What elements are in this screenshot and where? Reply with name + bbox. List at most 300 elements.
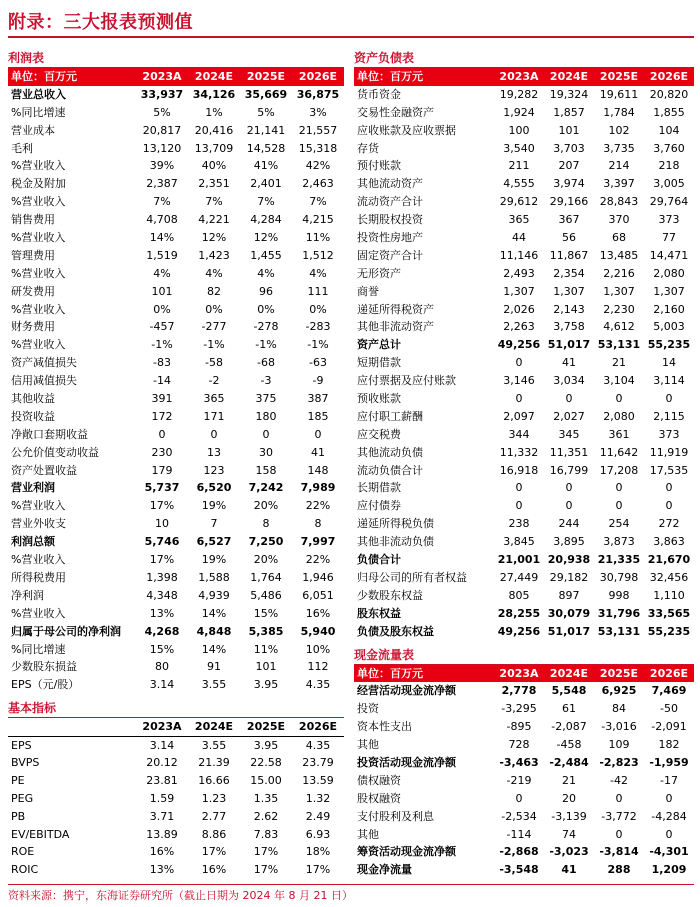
row-label: 归母公司的所有者权益	[357, 570, 467, 584]
row-value: 55,235	[647, 338, 691, 352]
table-row	[354, 700, 694, 718]
table-row	[354, 408, 694, 426]
row-value: 0	[665, 481, 673, 495]
row-label: 资产减值损失	[11, 356, 77, 370]
row-label: 其他流动负债	[357, 445, 423, 459]
row-value: -2,868	[499, 845, 539, 859]
table-row	[354, 569, 694, 587]
row-value: 1,857	[553, 105, 585, 119]
row-value: 23.79	[302, 755, 334, 769]
table-header-row	[8, 718, 344, 736]
table-row	[8, 736, 344, 754]
row-label: 股权融资	[357, 791, 401, 805]
row-value: 0%	[257, 302, 275, 316]
row-value: 244	[558, 517, 580, 531]
table-row	[354, 736, 694, 754]
header-cell: 2025E	[599, 666, 639, 680]
row-label: %同比增速	[11, 642, 66, 656]
row-value: 20,817	[142, 123, 182, 137]
row-value: 28,843	[599, 195, 639, 209]
header-cell: 2024E	[194, 70, 234, 83]
row-value: -63	[309, 356, 327, 370]
table-row	[354, 479, 694, 497]
table-row	[354, 533, 694, 551]
row-value: -1,959	[649, 755, 689, 769]
row-label: 信用减值损失	[11, 374, 77, 388]
row-value: 1,423	[198, 248, 230, 262]
row-label: 营业总收入	[11, 87, 66, 101]
header-cell: 2023A	[499, 70, 539, 83]
header-cell: 2025E	[599, 70, 639, 83]
row-label: 其他收益	[11, 392, 55, 406]
row-value: 96	[259, 284, 273, 298]
row-label: 短期借款	[357, 356, 401, 370]
row-label: 筹资活动现金流净额	[357, 845, 456, 859]
row-value: -3,139	[551, 809, 587, 823]
row-label: 研发费用	[11, 284, 55, 298]
row-label: %营业收入	[11, 338, 66, 352]
row-value: 13%	[149, 863, 175, 877]
table-row	[8, 462, 344, 480]
header-cell: 2023A	[499, 666, 539, 680]
table-row	[8, 843, 344, 861]
table-row	[354, 301, 694, 319]
row-label: 所得税费用	[11, 570, 66, 584]
row-value: 387	[307, 392, 329, 406]
table-row	[8, 623, 344, 641]
row-value: 1%	[205, 105, 223, 119]
row-value: 8	[314, 517, 322, 531]
row-label: 其他流动资产	[357, 177, 423, 191]
row-value: -2,823	[599, 755, 639, 769]
row-label: 应交税费	[357, 427, 401, 441]
table-row	[354, 354, 694, 372]
row-value: 36,875	[296, 87, 340, 101]
row-value: 29,166	[549, 195, 589, 209]
row-value: 15%	[253, 606, 279, 620]
row-label: 少数股东损益	[11, 660, 77, 674]
row-label: 其他非流动资产	[357, 320, 434, 334]
row-value: 0	[665, 499, 673, 513]
row-label: 现金净流量	[357, 863, 412, 877]
row-value: 0	[615, 827, 623, 841]
row-value: 2.62	[253, 809, 279, 823]
row-value: 6,051	[302, 588, 334, 602]
row-value: 101	[255, 660, 277, 674]
row-label: 营业外收支	[11, 517, 66, 531]
row-value: 111	[307, 284, 329, 298]
row-value: 10	[155, 517, 169, 531]
row-label: %营业收入	[11, 606, 66, 620]
table-row	[354, 444, 694, 462]
row-value: 3.95	[253, 739, 279, 753]
table-row	[8, 808, 344, 826]
row-value: 12%	[253, 231, 279, 245]
row-value: 1,519	[146, 248, 178, 262]
cashflow-statement-table	[354, 665, 694, 880]
row-label: 交易性金融资产	[357, 105, 434, 119]
row-value: 41	[311, 445, 325, 459]
row-value: 148	[307, 463, 329, 477]
row-value: 101	[151, 284, 173, 298]
row-value: 7,250	[248, 535, 284, 549]
table-row	[354, 247, 694, 265]
table-row	[8, 86, 344, 104]
row-value: 1,924	[503, 105, 535, 119]
row-value: 44	[512, 231, 526, 245]
row-label: 资本性支出	[357, 720, 412, 734]
table-header-row	[354, 665, 694, 683]
row-value: 6.93	[305, 827, 331, 841]
row-value: 102	[608, 123, 630, 137]
row-value: 27,449	[499, 570, 539, 584]
row-value: 1.59	[149, 791, 175, 805]
row-value: 2,401	[250, 177, 282, 191]
row-value: 23.81	[146, 773, 178, 787]
row-value: 158	[255, 463, 277, 477]
table-row	[8, 193, 344, 211]
table-row	[8, 444, 344, 462]
row-value: 3.14	[149, 678, 175, 692]
row-value: -3,814	[599, 845, 639, 859]
cashflow-statement-title: 现金流量表	[354, 647, 415, 662]
row-value: 4,284	[250, 213, 282, 227]
row-value: 19%	[201, 499, 227, 513]
row-label: 负债合计	[357, 553, 401, 567]
row-value: 0	[665, 392, 673, 406]
table-row	[354, 772, 694, 790]
row-value: 11%	[305, 231, 331, 245]
row-value: 182	[658, 738, 680, 752]
row-value: 11,351	[549, 445, 589, 459]
row-value: 5%	[257, 105, 275, 119]
row-label: 递延所得税资产	[357, 302, 434, 316]
row-value: 34,126	[192, 87, 236, 101]
row-value: 3.71	[149, 809, 175, 823]
row-value: -14	[153, 374, 171, 388]
row-label: EV/EBITDA	[11, 827, 70, 841]
row-label: 税金及附加	[11, 177, 66, 191]
row-value: 15.00	[250, 773, 282, 787]
row-value: 4,268	[144, 624, 180, 638]
source-note: 资料来源：携宁，东海证券研究所（截止日期为 2024 年 8 月 21 日）	[8, 889, 353, 902]
row-value: -17	[660, 773, 678, 787]
table-row	[354, 426, 694, 444]
row-value: 2,354	[553, 266, 585, 280]
header-cell: 2026E	[649, 666, 689, 680]
row-value: 6,520	[196, 481, 232, 495]
row-value: 5,385	[248, 624, 284, 638]
row-label: 流动负债合计	[357, 463, 423, 477]
table-row	[8, 140, 344, 158]
row-label: 流动资产合计	[357, 195, 423, 209]
table-row	[8, 826, 344, 844]
right-column	[354, 50, 694, 879]
row-value: 3.55	[201, 739, 227, 753]
row-value: 3.95	[253, 678, 279, 692]
row-label: 资产总计	[357, 338, 401, 352]
row-value: 84	[612, 702, 626, 716]
row-value: 4,348	[146, 588, 178, 602]
row-value: 5,486	[250, 588, 282, 602]
row-value: 3,863	[653, 535, 685, 549]
row-value: -895	[506, 720, 532, 734]
row-value: 2,463	[302, 177, 334, 191]
row-value: -9	[312, 374, 324, 388]
header-cell	[8, 718, 136, 736]
row-value: 51,017	[547, 624, 591, 638]
row-value: 1,855	[653, 105, 685, 119]
row-label: 投资活动现金流净额	[357, 755, 456, 769]
row-value: 1,209	[651, 863, 687, 877]
basic-metrics-table	[8, 718, 344, 879]
row-value: 41%	[253, 159, 279, 173]
table-row	[354, 211, 694, 229]
table-row	[354, 808, 694, 826]
row-value: 3,760	[653, 141, 685, 155]
row-value: 0	[515, 392, 523, 406]
row-label: 净利润	[11, 588, 44, 602]
row-value: 0%	[205, 302, 223, 316]
row-value: 17,535	[649, 463, 689, 477]
row-value: 30,079	[547, 606, 591, 620]
table-row	[354, 462, 694, 480]
table-row	[8, 336, 344, 354]
table-row	[8, 318, 344, 336]
row-value: 11,642	[599, 445, 639, 459]
row-label: 预收账款	[357, 392, 401, 406]
row-value: 1,307	[553, 284, 585, 298]
row-label: %营业收入	[11, 159, 66, 173]
row-value: 53,131	[597, 338, 641, 352]
row-value: 2,080	[653, 266, 685, 280]
row-value: 21,557	[298, 123, 338, 137]
row-value: 180	[255, 409, 277, 423]
row-value: 33,937	[140, 87, 184, 101]
row-value: 49,256	[497, 624, 541, 638]
row-value: 728	[508, 738, 530, 752]
row-value: -1%	[255, 338, 277, 352]
row-value: 30,798	[599, 570, 639, 584]
row-label: 无形资产	[357, 266, 401, 280]
row-value: 13,485	[599, 248, 639, 262]
row-value: 29,182	[549, 570, 589, 584]
row-label: 债权融资	[357, 773, 401, 787]
row-value: 3.55	[201, 678, 227, 692]
row-value: -3,548	[499, 863, 539, 877]
row-value: 4,555	[503, 177, 535, 191]
row-value: 68	[612, 231, 626, 245]
header-cell: 2023A	[142, 720, 182, 734]
row-value: 179	[151, 463, 173, 477]
row-value: 5,737	[144, 481, 180, 495]
row-value: 6,527	[196, 535, 232, 549]
row-value: 1,512	[302, 248, 334, 262]
row-label: 利润总额	[11, 535, 55, 549]
row-value: 288	[607, 863, 631, 877]
row-value: 805	[508, 588, 530, 602]
row-value: -3,295	[501, 702, 537, 716]
row-label: %营业收入	[11, 195, 66, 209]
row-label: 支付股利及利息	[357, 809, 434, 823]
source-rule	[8, 884, 694, 885]
row-label: EPS（元/股）	[11, 678, 80, 692]
row-value: 0	[515, 499, 523, 513]
row-value: -2,087	[551, 720, 587, 734]
row-label: 货币资金	[357, 87, 401, 101]
row-value: 375	[255, 392, 277, 406]
row-value: 14	[662, 356, 676, 370]
row-value: 16,799	[549, 463, 589, 477]
row-value: 5,940	[300, 624, 336, 638]
row-value: -3,772	[601, 809, 637, 823]
table-row	[8, 569, 344, 587]
table-row	[8, 390, 344, 408]
row-value: 21	[612, 356, 626, 370]
row-value: 211	[508, 159, 530, 173]
table-row	[8, 605, 344, 623]
table-row	[354, 157, 694, 175]
row-value: 20.12	[146, 755, 178, 769]
table-row	[354, 390, 694, 408]
row-value: 2,778	[501, 684, 537, 698]
row-value: 40%	[201, 159, 227, 173]
row-label: BVPS	[11, 755, 40, 769]
row-value: 1,398	[146, 570, 178, 584]
row-value: 22%	[305, 553, 331, 567]
row-value: 7%	[309, 195, 327, 209]
row-value: 13	[207, 445, 221, 459]
row-label: 其他非流动负债	[357, 535, 434, 549]
row-value: 19,324	[549, 87, 589, 101]
row-value: 13,120	[142, 141, 182, 155]
row-value: 7,469	[651, 684, 687, 698]
table-row	[8, 754, 344, 772]
row-value: 3,104	[603, 374, 635, 388]
row-value: 100	[508, 123, 530, 137]
row-value: -50	[660, 702, 678, 716]
row-value: 35,669	[244, 87, 288, 101]
row-value: 2,080	[603, 409, 635, 423]
header-cell: 2023A	[142, 70, 182, 83]
row-value: 13%	[149, 606, 175, 620]
row-value: 29,764	[649, 195, 689, 209]
row-value: 20,938	[547, 553, 591, 567]
row-value: 172	[151, 409, 173, 423]
row-value: -1%	[151, 338, 173, 352]
row-value: 5,746	[144, 535, 180, 549]
table-row	[8, 790, 344, 808]
row-value: 13,709	[194, 141, 234, 155]
row-value: 3%	[309, 105, 327, 119]
table-row	[354, 843, 694, 861]
header-cell: 2024E	[549, 70, 589, 83]
table-row	[8, 372, 344, 390]
row-value: 3,114	[653, 374, 685, 388]
row-value: -219	[506, 773, 532, 787]
row-value: 112	[307, 660, 329, 674]
row-label: ROIC	[11, 863, 39, 877]
header-cell: 2024E	[194, 720, 234, 734]
table-row	[8, 247, 344, 265]
table-row	[354, 605, 694, 623]
row-label: 公允价值变动收益	[11, 445, 99, 459]
table-row	[354, 623, 694, 641]
table-row	[354, 754, 694, 772]
row-label: 其他	[357, 738, 379, 752]
table-row	[8, 211, 344, 229]
table-row	[8, 641, 344, 659]
row-value: 3,974	[553, 177, 585, 191]
row-value: 370	[608, 213, 630, 227]
table-row	[8, 426, 344, 444]
row-label: 资产处置收益	[11, 463, 77, 477]
row-value: 20%	[253, 553, 279, 567]
table-row	[354, 790, 694, 808]
row-value: 272	[658, 517, 680, 531]
row-value: 19,611	[599, 87, 639, 101]
row-value: 0	[565, 481, 573, 495]
row-label: 财务费用	[11, 320, 55, 334]
row-label: %同比增速	[11, 105, 66, 119]
table-header-row	[354, 68, 694, 86]
table-row	[354, 122, 694, 140]
row-value: 14%	[201, 642, 227, 656]
row-value: 20,820	[649, 87, 689, 101]
basic-metrics-title: 基本指标	[8, 701, 57, 716]
row-value: 7%	[153, 195, 171, 209]
table-row	[8, 354, 344, 372]
row-label: 商誉	[357, 284, 379, 298]
row-value: 0	[210, 427, 218, 441]
table-row	[8, 283, 344, 301]
row-value: 16%	[305, 606, 331, 620]
row-value: 33,565	[647, 606, 691, 620]
row-label: PEG	[11, 791, 34, 805]
row-value: 20%	[253, 499, 279, 513]
row-value: 0	[665, 827, 673, 841]
row-value: 16.66	[198, 773, 230, 787]
row-value: 4,612	[603, 320, 635, 334]
row-value: 53,131	[597, 624, 641, 638]
header-cell: 单位：百万元	[357, 666, 423, 680]
table-row	[354, 551, 694, 569]
row-label: 经营活动现金流净额	[357, 684, 456, 698]
table-row	[8, 861, 344, 879]
row-value: 41	[562, 356, 576, 370]
row-value: 0	[565, 499, 573, 513]
table-row	[354, 175, 694, 193]
row-value: 214	[608, 159, 630, 173]
row-value: -283	[305, 320, 331, 334]
row-value: 5%	[153, 105, 171, 119]
row-value: 0	[615, 481, 623, 495]
table-header-row	[8, 68, 344, 86]
row-label: %营业收入	[11, 231, 66, 245]
table-row	[8, 551, 344, 569]
row-value: 4.35	[305, 739, 331, 753]
row-value: 0	[565, 392, 573, 406]
row-label: 销售费用	[11, 213, 55, 227]
row-value: 20,416	[194, 123, 234, 137]
row-value: 7.83	[253, 827, 279, 841]
row-value: -1%	[203, 338, 225, 352]
row-value: 0	[515, 481, 523, 495]
row-value: 2,351	[198, 177, 230, 191]
row-value: 2,097	[503, 409, 535, 423]
table-row	[8, 122, 344, 140]
table-row	[8, 772, 344, 790]
